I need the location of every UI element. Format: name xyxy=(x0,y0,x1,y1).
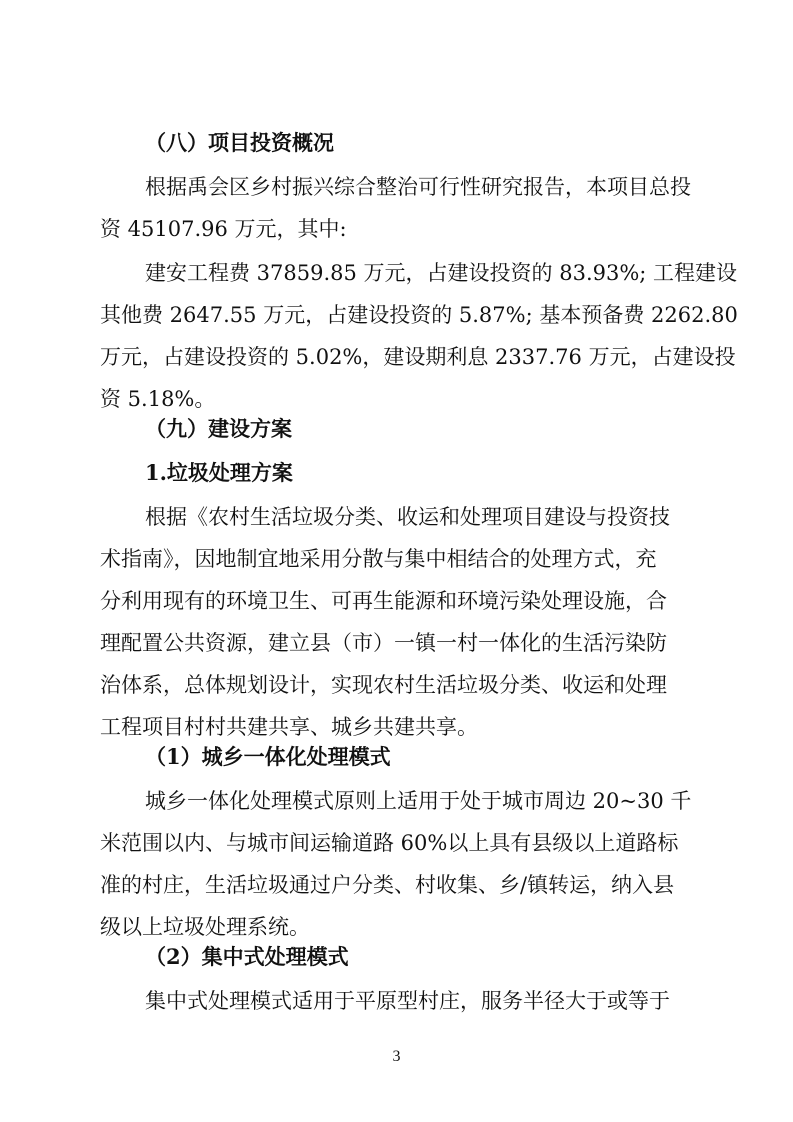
paragraph-line: 分利用现有的环境卫生、可再生能源和环境污染处理设施，合 xyxy=(100,589,667,613)
paragraph-line: 其他费 2647.55 万元，占建设投资的 5.87%; 基本预备费 2262.80 xyxy=(100,303,738,327)
paragraph-line: 城乡一体化处理模式原则上适用于处于城市周边 20~30 千 xyxy=(145,789,692,813)
paragraph-line: 术指南》，因地制宜地采用分散与集中相结合的处理方式，充 xyxy=(100,547,657,571)
paragraph-line: 根据《农村生活垃圾分类、收运和处理项目建设与投资技 xyxy=(145,505,670,529)
paragraph-line: 理配置公共资源，建立县（市）一镇一村一体化的生活污染防 xyxy=(100,631,667,655)
paragraph-line: 工程项目村村共建共享、城乡共建共享。 xyxy=(100,715,478,739)
subheading-urban-rural: （1）城乡一体化处理模式 xyxy=(145,744,391,769)
paragraph-line: 建安工程费 37859.85 万元，占建设投资的 83.93%; 工程建设 xyxy=(145,261,738,285)
subsection-heading-garbage: 1.垃圾处理方案 xyxy=(145,460,293,485)
paragraph-line: 资 45107.96 万元，其中: xyxy=(100,217,347,241)
paragraph-line: 集中式处理模式适用于平原型村庄，服务半径大于或等于 xyxy=(145,989,670,1013)
paragraph-line: 万元，占建设投资的 5.02%，建设期利息 2337.76 万元，占建设投 xyxy=(100,345,736,369)
page-number: 3 xyxy=(392,1048,401,1065)
paragraph-line: 准的村庄，生活垃圾通过户分类、村收集、乡/镇转运，纳入县 xyxy=(100,873,675,897)
paragraph-line: 根据禹会区乡村振兴综合整治可行性研究报告，本项目总投 xyxy=(145,175,691,199)
paragraph-line: 米范围以内、与城市间运输道路 60%以上具有县级以上道路标 xyxy=(100,831,679,855)
section-heading-plan: （九）建设方案 xyxy=(145,416,292,441)
subheading-centralized: （2）集中式处理模式 xyxy=(145,944,349,969)
paragraph-line: 级以上垃圾处理系统。 xyxy=(100,915,310,939)
paragraph-line: 资 5.18%。 xyxy=(100,387,216,411)
section-heading-investment: （八）项目投资概况 xyxy=(145,130,334,155)
paragraph-line: 治体系，总体规划设计，实现农村生活垃圾分类、收运和处理 xyxy=(100,673,667,697)
